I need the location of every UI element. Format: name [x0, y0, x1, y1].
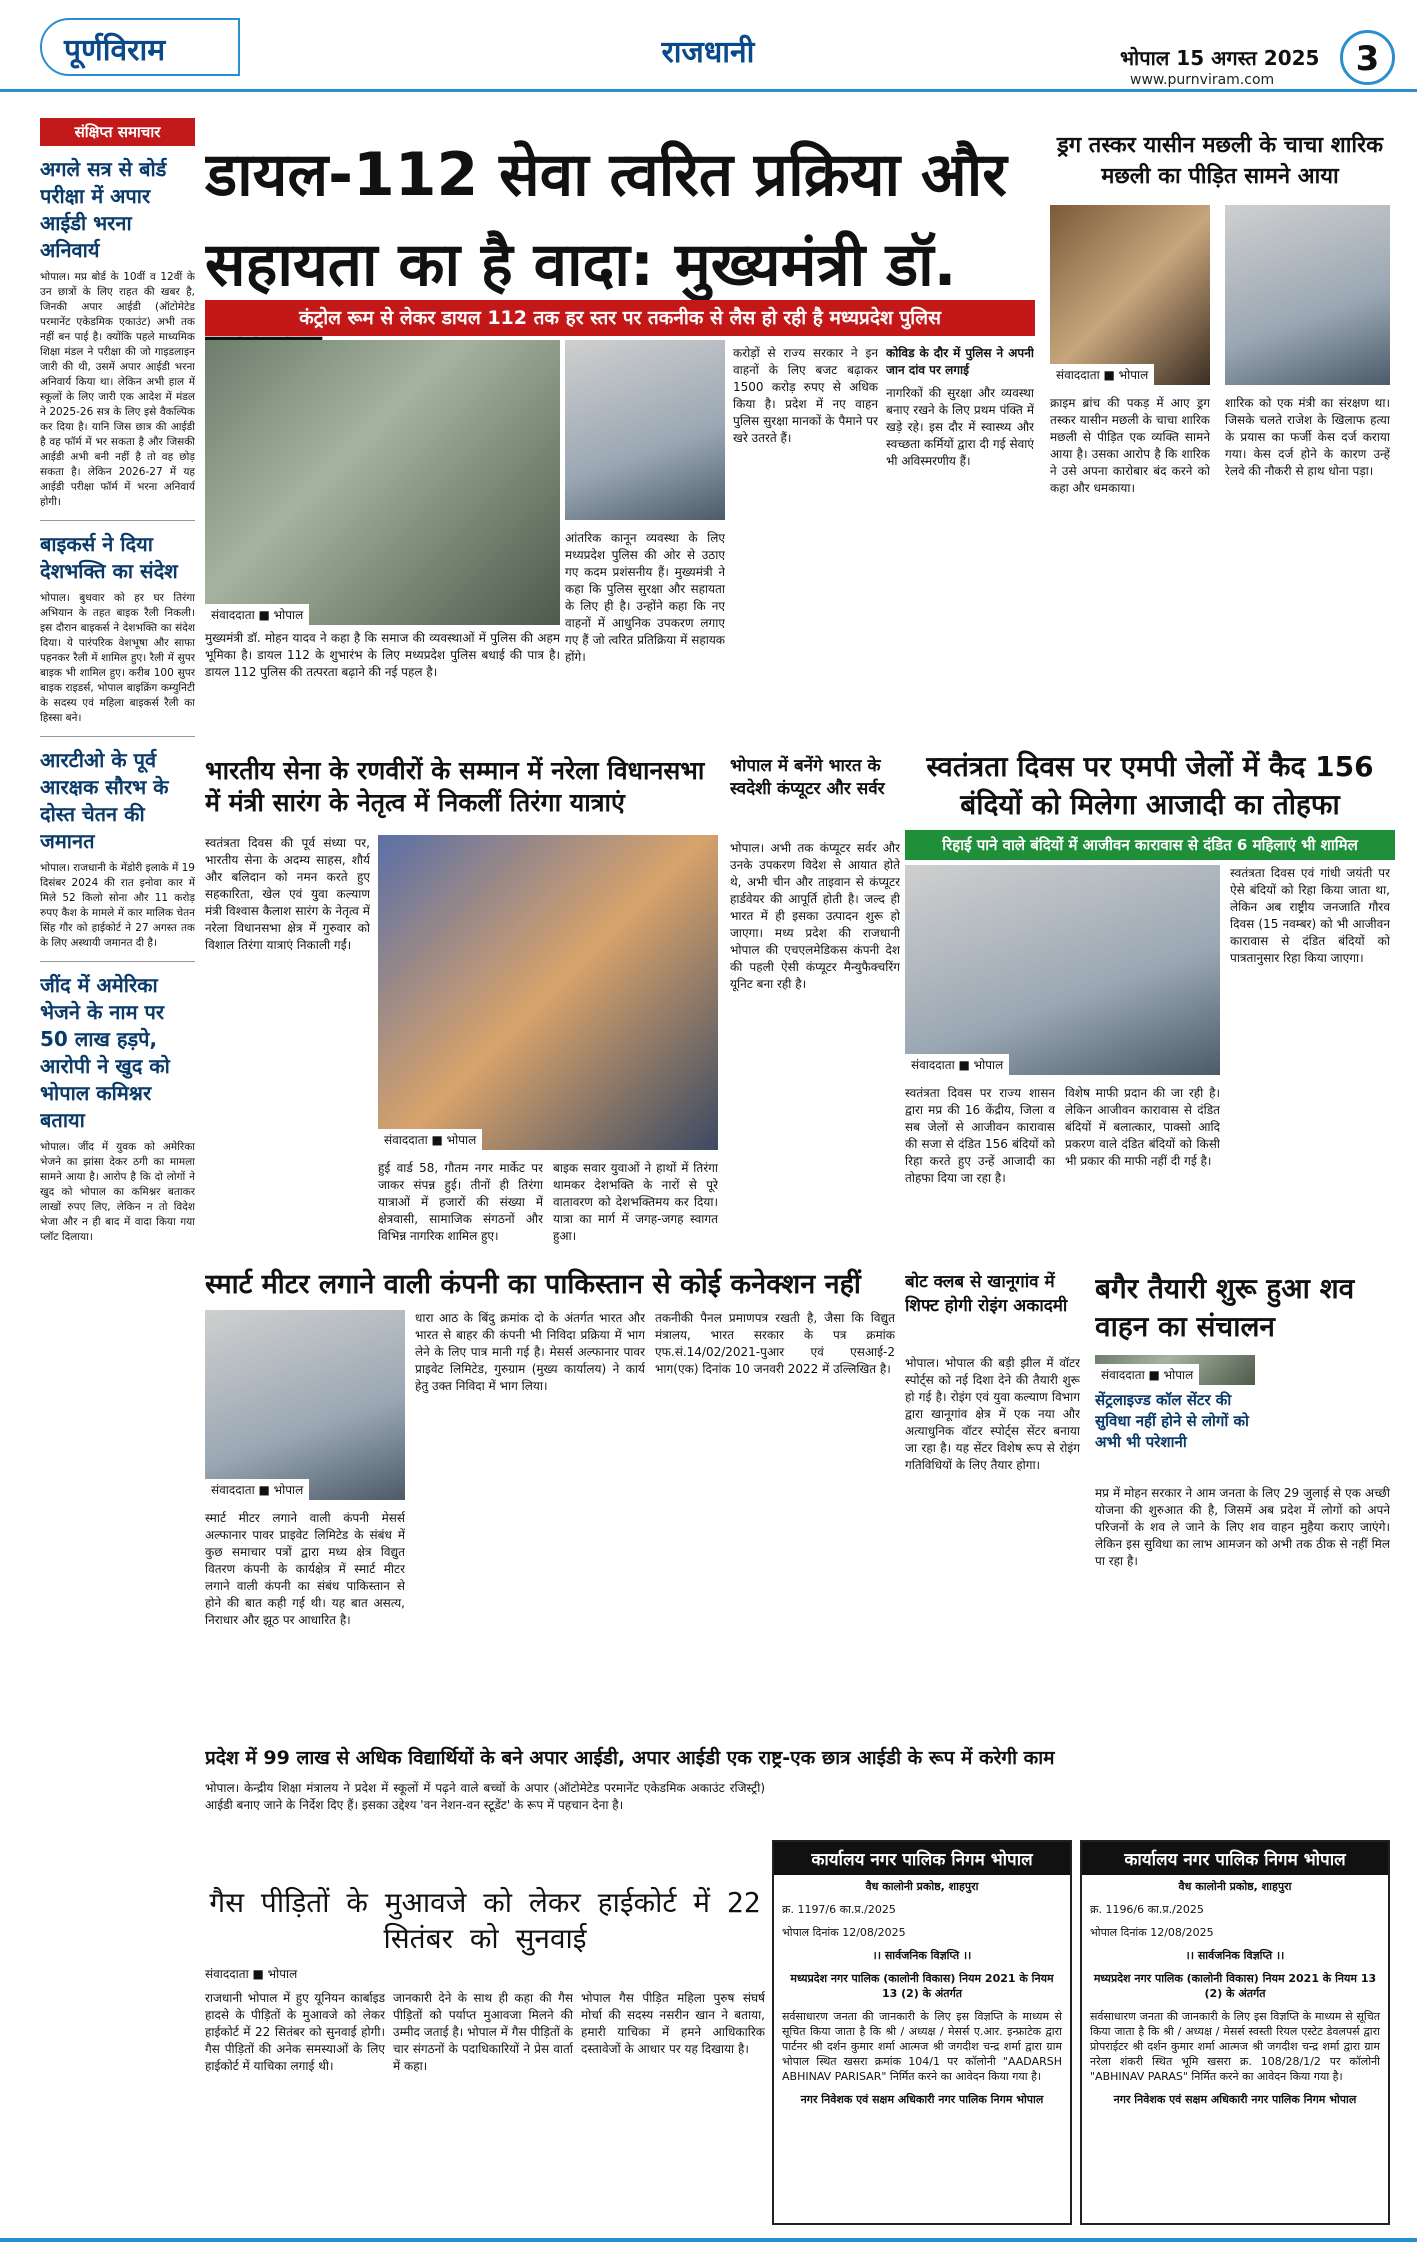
notice-kind: ।। सार्वजनिक विज्ञप्ति ।। [872, 1949, 972, 1962]
hearse-subhead: सेंट्रलाइज्ड कॉल सेंटर की सुविधा नहीं होने से लोगों को अभी भी परेशानी [1095, 1391, 1249, 1451]
gas-col-2: जानकारी देने के साथ ही कहा की गैस पीड़ितों को पर्याप्त मुआवजा मिलने की उम्मीद जताई है। भोपाल में गैस पीड़ितों के चार संगठनों के पदाधिकारियों ने प्रेस वार्ता में कहा। [393, 1991, 573, 2073]
notice-title: कार्यालय नगर पालिक निगम भोपाल [1082, 1842, 1388, 1875]
lead-col-1: मुख्यमंत्री डॉ. मोहन यादव ने कहा है कि समाज की व्यवस्थाओं में पुलिस की अहम भूमिका है। डायल 112 के शुभारंभ के लिए मध्यप्रदेश पुलिस बधाई की पात्र है। डायल 112 पुलिस की तत्परता बढ़ाने की नई पहल है। [205, 631, 560, 679]
notice-body: सर्वसाधारण जनता की जानकारी के लिए इस विज्ञप्ति के माध्यम से सूचित किया जाता है कि श्री / अध्यक्ष / मेसर्स स्वस्ती रियल एस्टेट डेवलपर्स द्वारा प्रोपराईटर श्री दर्शन कुमार शर्मा आत्मज श्री जगदीश चन्द्र शर्मा द्वारा ग्राम नरेला शंकरी स्थित भूमि खसरा क्र. 108/28/1/2 पर कॉलोनी "ABHINAV PARAS" निर्मित करने का आवेदन किया गया है। [1090, 2010, 1380, 2083]
lead-col4-body: नागरिकों की सुरक्षा और व्यवस्था बनाए रखने के लिए प्रथम पंक्ति में खड़े रहे। इस दौर में स्वास्थ्य और स्वच्छता कर्मियों द्वारा दी गई सेवाएं भी अविस्मरणीय हैं। [886, 386, 1034, 468]
jail-col-3: स्वतंत्रता दिवस एवं गांधी जयंती पर ऐसे बंदियों को रिहा किया जाता था, लेकिन अब राष्ट्रीय जनजाति गौरव दिवस (15 नवम्बर) को भी आजीवन कारावास से दंडित बंदियों को पात्रतानुसार रिहा किया जाएगा। [1230, 866, 1390, 965]
jail-subhead: रिहाई पाने वाले बंदियों में आजीवन कारावास से दंडित 6 महिलाएं भी शामिल [905, 830, 1395, 860]
divider [40, 961, 195, 962]
brief-body: भोपाल। राजधानी के मेंडोरी इलाके में 19 दिसंबर 2024 की रात इनोवा कार में मिले 52 किलो सोना और 11 करोड़ रुपए कैश के मामले में कार मालिक चेतन सिंह गौर को हाईकोर्ट ने 27 अगस्त तक के लिए अस्थायी जमानत दी है। [40, 862, 195, 949]
photo-credit: संवाददाता ■ भोपाल [205, 1479, 309, 1500]
brief-headline: अगले सत्र से बोर्ड परीक्षा में अपार आईडी भरना अनिवार्य [40, 157, 167, 262]
brief-body: भोपाल। जींद में युवक को अमेरिका भेजने का झांसा देकर ठगी का मामला सामने आया है। आरोप है कि दो लोगों ने खुद को भोपाल का कमिश्नर बताकर लाखों रुपए लिए, लेकिन न तो विदेश भेजा और न ही बाद में वादा किया गया प्लॉट दिलाया। [40, 1141, 195, 1243]
computer-body: भोपाल। अभी तक कंप्यूटर सर्वर और उनके उपकरण विदेश से आयात होते थे, अभी चीन और ताइवान से कंप्यूटर हार्डवेयर की आपूर्ति होती है। जल्द ही भारत में ही इसका उत्पादन शुरू हो जाएगा। मध्य प्रदेश की राजधानी भोपाल की एचएलमेडिकस कंपनी देश की पहली ऐसी कंप्यूटर मैन्युफैक्चरिंग यूनिट बना रही है। [730, 841, 900, 991]
section-title: राजधानी [661, 35, 755, 70]
lead-col-2: आंतरिक कानून व्यवस्था के लिए मध्यप्रदेश पुलिस की ओर से उठाए गए कदम प्रशंसनीय हैं। मुख्यमंत्री ने कहा कि पुलिस सुरक्षा और सहायता के लिए ही है। उन्होंने कहा कि नए वाहनों में आधुनिक उपकरण लगाए गए हैं जो त्वरित प्रतिक्रिया में सहायक होंगे। [565, 531, 725, 664]
meter-headline: स्मार्ट मीटर लगाने वाली कंपनी का पाकिस्तान से कोई कनेक्शन नहीं [205, 1269, 861, 1300]
apaar-headline: प्रदेश में 99 लाख से अधिक विद्यार्थियों के बने अपार आईडी, अपार आईडी एक राष्ट्र-एक छात्र आईडी के रूप में करेगी काम [205, 1747, 1055, 1769]
lead-photo [205, 340, 560, 625]
edition-date: भोपाल 15 अगस्त 2025 [1120, 46, 1320, 70]
shariq-col-1: क्राइम ब्रांच की पकड़ में आए ड्रग तस्कर यासीन मछली के चाचा शारिक मछली से पीड़ित एक व्यक्ति सामने आया है। उसका आरोप है कि शारिक ने उसे अपना कारोबार बंद करने को कहा और धमकाया। [1050, 396, 1210, 495]
shariq-col-2: शारिक को एक मंत्री का संरक्षण था। जिसके चलते राजेश के खिलाफ हत्या के प्रयास का फर्जी केस दर्ज कराया गया। केस दर्ज होने के कारण उन्हें रेलवे की नौकरी से हाथ धोना पड़ा। [1225, 396, 1390, 478]
jail-col-1: स्वतंत्रता दिवस पर राज्य शासन द्वारा मप्र की 16 केंद्रीय, जिला व सब जेलों से आजीवन कारावास की सजा से दंडित 156 बंदियों को रिहा करते हुए उन्हें आजादी का तोहफा दिया जा रहा है। [905, 1086, 1055, 1185]
meter-col-1: स्मार्ट मीटर लगाने वाली कंपनी मेसर्स अल्फानार पावर प्राइवेट लिमिटेड के संबंध में कुछ समाचार पत्रों द्वारा मध्य क्षेत्र विद्युत वितरण कंपनी के कार्यक्षेत्र में स्मार्ट मीटर लगाने वाली कंपनी का संबंध पाकिस्तान से होने की बात कही गई थी। यह बात असत्य, निराधार और झूठ पर आधारित है। [205, 1511, 405, 1627]
photo-credit: संवाददाता ■ भोपाल [378, 1129, 482, 1150]
photo-credit: संवाददाता ■ भोपाल [205, 604, 309, 625]
brief-headline: बाइकर्स ने दिया देशभक्ति का संदेश [40, 532, 178, 583]
notice-address: वैध कालोनी प्रकोष्ठ, शाहपुरा [865, 1880, 979, 1893]
sidebar-title: संक्षिप्त समाचार [40, 118, 195, 146]
army-col-3: बाइक सवार युवाओं ने हाथों में तिरंगा थामकर देशभक्ति के नारों से पूरे वातावरण को देशभक्तिमय कर दिया। यात्रा का मार्ग में जगह-जगह स्वागत हुआ। [553, 1161, 718, 1243]
brand-logo: पूर्णविराम [40, 18, 240, 76]
brief-body: भोपाल। बुधवार को हर घर तिरंगा अभियान के तहत बाइक रैली निकली। इस दौरान बाइकर्स ने देशभक्ति का संदेश दिया। ये पारंपरिक वेशभूषा और साफा पहनकर रैली में शामिल हुए। रैली में सुपर बाइक भी शामिल हुए। करीब 100 सुपर बाइक राइडर्स, भोपाल बाइक्रिंग कम्युनिटी के सदस्य एवं महिला बाइकर्स रैली का हिस्सा बने। [40, 592, 195, 724]
apaar-body: भोपाल। केन्द्रीय शिक्षा मंत्रालय ने प्रदेश में स्कूलों में पढ़ने वाले बच्चों के अपार (ऑटोमेटेड परमानेंट एकेडमिक अकाउंट रजिस्ट्री) आईडी बनाए जाने के निर्देश दिए हैं। इसका उद्देश्य 'वन नेशन-वन स्टूडेंट' के रूप में पहचान देना है। [205, 1781, 765, 1812]
notice-signoff: नगर निवेशक एवं सक्षम अधिकारी नगर पालिक निगम भोपाल [1113, 2093, 1357, 2106]
lead-col-4 [886, 345, 1034, 745]
army-headline: भारतीय सेना के रणवीरों के सम्मान में नरेला विधानसभा में मंत्री सारंग के नेतृत्व में निकलीं तिरंगा यात्राएं [205, 756, 705, 817]
brief-headline: जींद में अमेरिका भेजने के नाम पर 50 लाख हड़पे, आरोपी ने खुद को भोपाल कमिश्नर बताया [40, 973, 170, 1132]
notice-date: भोपाल दिनांक 12/08/2025 [782, 1926, 906, 1939]
brief-body: भोपाल। मप्र बोर्ड के 10वीं व 12वीं के उन छात्रों के लिए राहत की खबर है, जिनकी अपार आईडी (ऑटोमेटेड परमानेंट एकेडमिक एकाउंट) अभी तक नहीं बन पाई है। क्योंकि पहले माध्यमिक शिक्षा मंडल ने परीक्षा की जो गाइडलाइन जारी की थी, उसमें अपार आईडी भरना अनिवार्य किया था। लेकिन अभी हाल में स्कूलों के लिए जारी एक आदेश में मंडल ने 2025-26 सत्र के लिए इसे वैकल्पिक कर दिया है। यानि जिस छात्र की आईडी है वह फॉर्म में भर सकता है और जिसकी आईडी अभी बनी नहीं है तो वह छोड़ सकता है। लेकिन 2026-27 में यह आईडी परीक्षा फॉर्म में भरना अनिवार्य होगी। [40, 271, 195, 508]
meter-photo [205, 1310, 405, 1500]
jail-col-2: विशेष माफी प्रदान की जा रही है। लेकिन आजीवन कारावास से दंडित बंदियों में बलात्कार, पाक्सो आदि प्रकरण वाले दंडित बंदियों को किसी भी प्रकार की माफी नहीं दी गई है। [1065, 1086, 1220, 1168]
hearse-photo [1095, 1355, 1255, 1385]
lead-subhead: कंट्रोल रूम से लेकर डायल 112 तक हर स्तर पर तकनीक से लैस हो रही है मध्यप्रदेश पुलिस [205, 300, 1035, 336]
shariq-photo-1 [1050, 205, 1210, 385]
notice-address: वैध कालोनी प्रकोष्ठ, शाहपुरा [1178, 1880, 1292, 1893]
brief-news-sidebar [40, 118, 195, 2198]
gas-credit: संवाददाता ■ भोपाल [205, 1967, 298, 1981]
army-col-1: स्वतंत्रता दिवस की पूर्व संध्या पर, भारतीय सेना के अदम्य साहस, शौर्य और बलिदान को नमन करते हुए सहकारिता, खेल एवं युवा कल्याण मंत्री विश्वास कैलाश सारंग के नेतृत्व में नरेला विधानसभा क्षेत्र में गुरुवार को विशाल तिरंगा यात्राएं निकाली गईं। [205, 836, 370, 952]
meter-col-3: तकनीकी पैनल प्रमाणपत्र रखती है, जैसा कि विद्युत मंत्रालय, भारत सरकार के पत्र क्रमांक एफ.सं.14/02/2021-पुआर एवं एसआई-2 भाग(एक) दिनांक 10 जनवरी 2022 में उल्लिखित है। [655, 1311, 895, 1376]
notice-act: मध्यप्रदेश नगर पालिक (कालोनी विकास) नियम 2021 के नियम 13 (2) के अंतर्गत [790, 1972, 1054, 2000]
boat-body: भोपाल। भोपाल की बड़ी झील में वॉटर स्पोर्ट्स को नई दिशा देने की तैयारी शुरू हो गई है। रोइंग एवं युवा कल्याण विभाग द्वारा खानूगांव क्षेत्र में एक नया और अत्याधुनिक वॉटर स्पोर्ट्स सेंटर बनाया जा रहा है। यह सेंटर विशेष रूप से रोइंग गतिविधियों के लिए तैयार होगा। [905, 1356, 1080, 1472]
page-number: 3 [1340, 30, 1395, 85]
computer-headline: भोपाल में बनेंगे भारत के स्वदेशी कंप्यूटर और सर्वर [730, 756, 885, 799]
photo-credit: संवाददाता ■ भोपाल [1095, 1364, 1199, 1385]
public-notice-1 [772, 1840, 1072, 2225]
gas-col-3: भोपाल गैस पीड़ित महिला पुरुष संघर्ष मोर्चा की सदस्य नसरीन खान ने बताया, हमारी याचिका में हमने आधिकारिक दस्तावेजों के आधार पर यह दिखाया है। [581, 1991, 765, 2056]
lead-headline-line2: सहायता का है वादा: मुख्यमंत्री डॉ. [205, 230, 957, 300]
shariq-headline: ड्रग तस्कर यासीन मछली के चाचा शारिक मछली का पीड़ित सामने आया [1056, 133, 1384, 189]
hearse-body: मप्र में मोहन सरकार ने आम जनता के लिए 29 जुलाई से एक अच्छी योजना की शुरुआत की है, जिसमें अब प्रदेश में लोगों को अपने परिजनों के शव ले जाने के लिए शव वाहन मुहैया कराए जाएंगे। लेकिन इस सुविधा का लाभ आमजन को अभी तक ठीक से नहीं मिल पा रहा है। [1095, 1486, 1390, 1568]
divider [40, 736, 195, 737]
notice-kind: ।। सार्वजनिक विज्ञप्ति ।। [1185, 1949, 1285, 1962]
jail-headline: स्वतंत्रता दिवस पर एमपी जेलों में कैद 156 बंदियों को मिलेगा आजादी का तोहफा [926, 750, 1374, 821]
shariq-photo-2 [1225, 205, 1390, 385]
army-col-2: हुई वार्ड 58, गौतम नगर मार्केट पर जाकर संपन्न हुई। तीनों ही तिरंगा यात्राओं में हजारों की संख्या में क्षेत्रवासी, सामाजिक संगठनों और विभिन्न नागरिक शामिल हुए। [378, 1161, 543, 1243]
gas-headline: गैस पीड़ितों के मुआवजे को लेकर हाईकोर्ट में 22 सितंबर को सुनवाई [209, 1886, 761, 1955]
divider [40, 520, 195, 521]
lead-photo-2 [565, 340, 725, 520]
army-photo [378, 835, 718, 1150]
jail-photo [905, 865, 1220, 1075]
notice-title: कार्यालय नगर पालिक निगम भोपाल [774, 1842, 1070, 1875]
lead-col4-subhead: कोविड के दौर में पुलिस ने अपनी जान दांव पर लगाई [886, 346, 1034, 377]
notice-ref: क्र. 1196/6 का.प्र./2025 [1090, 1903, 1204, 1916]
notice-act: मध्यप्रदेश नगर पालिक (कालोनी विकास) नियम 2021 के नियम 13 (2) के अंतर्गत [1093, 1972, 1377, 2000]
notice-body: सर्वसाधारण जनता की जानकारी के लिए इस विज्ञप्ति के माध्यम से सूचित किया जाता है कि श्री / अध्यक्ष / मेसर्स ए.आर. इन्फ्राटेक द्वारा पार्टनर श्री दर्शन कुमार शर्मा आत्मज श्री जगदीश चन्द्र शर्मा द्वारा ग्राम भोपाल स्थित खसरा क्रमांक 104/1 पर कॉलोनी "AADARSH ABHINAV PARISAR" निर्मित करने का आवेदन किया गया है। [782, 2010, 1062, 2083]
site-url: www.purnviram.com [1130, 72, 1275, 88]
notice-signoff: नगर निवेशक एवं सक्षम अधिकारी नगर पालिक निगम भोपाल [800, 2093, 1044, 2106]
lead-headline-line1: डायल-112 सेवा त्वरित प्रक्रिया और [205, 140, 1007, 210]
masthead [0, 0, 1417, 92]
public-notice-2 [1080, 1840, 1390, 2225]
brief-headline: आरटीओ के पूर्व आरक्षक सौरभ के दोस्त चेतन की जमानत [40, 748, 169, 853]
boat-headline: बोट क्लब से खानूगांव में शिफ्ट होगी रोइंग अकादमी [905, 1272, 1068, 1316]
lead-col-3: करोड़ों से राज्य सरकार ने इन वाहनों के लिए बजट बढ़ाकर 1500 करोड़ रुपए से अधिक किया है। प्रदेश में नए वाहन पुलिस सुरक्षा मानकों के पैमाने पर खरे उतरते हैं। [733, 346, 878, 445]
gas-col-1: राजधानी भोपाल में हुए यूनियन कार्बाइड हादसे के पीड़ितों के मुआवजे को लेकर हाईकोर्ट में 22 सितंबर को सुनवाई होगी। गैस पीड़ितों की अनेक समस्याओं के लिए हाईकोर्ट में याचिका लगाई थी। [205, 1991, 385, 2073]
hearse-headline: बगैर तैयारी शुरू हुआ शव वाहन का संचालन [1095, 1272, 1355, 1343]
footer-color-strip [0, 2230, 1417, 2251]
meter-col-2: धारा आठ के बिंदु क्रमांक दो के अंतर्गत भारत और भारत से बाहर की कंपनी भी निविदा प्रक्रिया में भाग लेने के लिए पात्र मानी गई है। मेसर्स अल्फानार पावर प्राइवेट लिमिटेड, गुरुग्राम (मुख्य कार्यालय) ने कार्य हेतु उक्त निविदा में भाग लिया। [415, 1311, 645, 1393]
photo-credit: संवाददाता ■ भोपाल [905, 1054, 1009, 1075]
notice-ref: क्र. 1197/6 का.प्र./2025 [782, 1903, 896, 1916]
notice-date: भोपाल दिनांक 12/08/2025 [1090, 1926, 1214, 1939]
photo-credit: संवाददाता ■ भोपाल [1050, 364, 1154, 385]
